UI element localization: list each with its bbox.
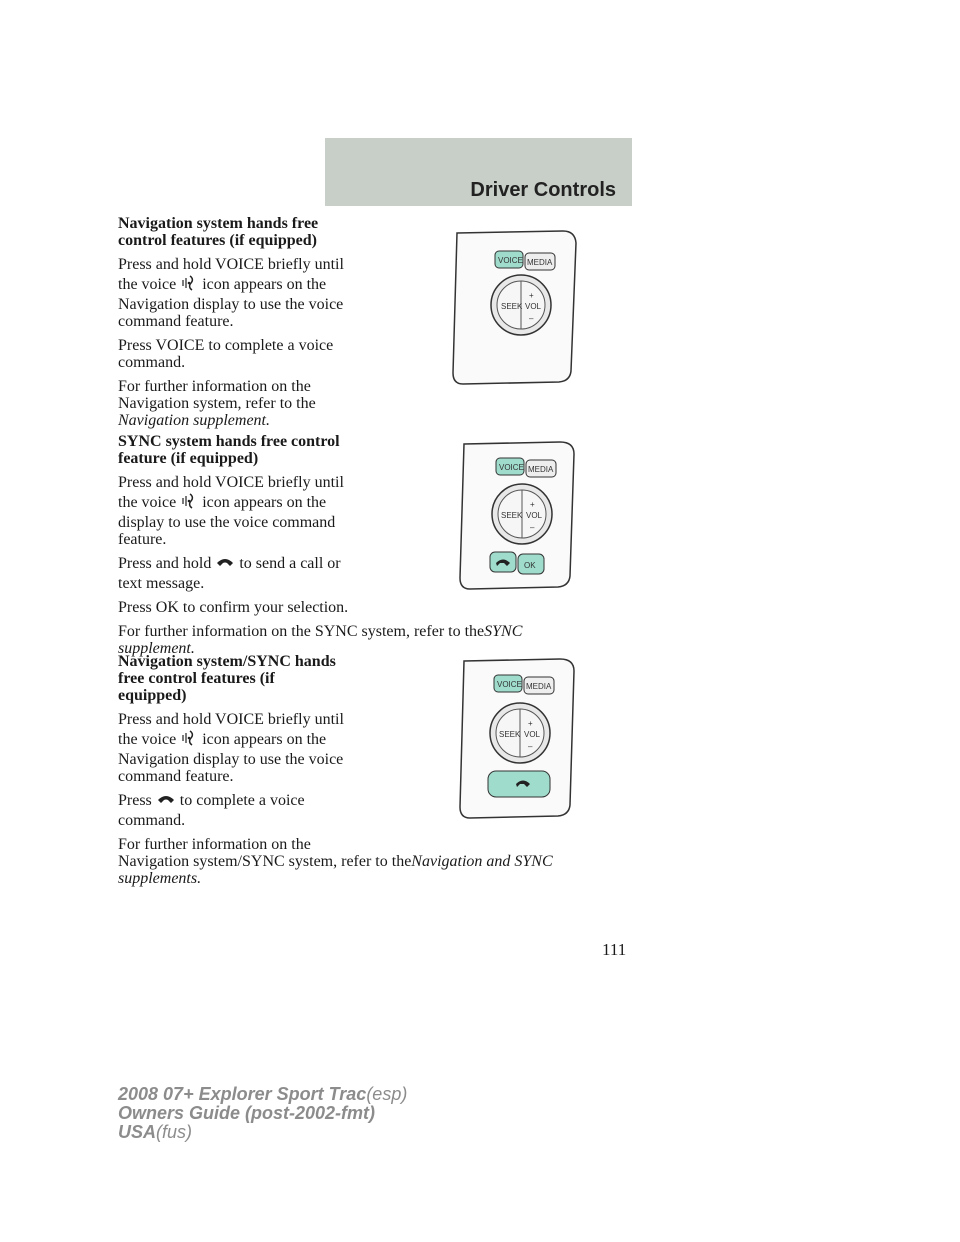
header-band [325, 138, 632, 206]
paragraph: For further information on the SYNC system, refer to theSYNC supplement. [118, 623, 523, 657]
voice-recognition-icon [180, 492, 198, 514]
svg-text:VOL: VOL [525, 302, 542, 311]
paragraph: Press to complete a voice command. [118, 792, 305, 829]
paragraph: For further information on the Navigation system/SYNC system, refer to theNavigation and SYNC supplements. [118, 836, 553, 887]
svg-text:–: – [528, 742, 533, 751]
voice-recognition-icon [180, 729, 198, 751]
voice-recognition-icon [180, 274, 198, 296]
svg-text:SEEK: SEEK [501, 511, 523, 520]
svg-text:MEDIA: MEDIA [527, 258, 553, 267]
svg-text:+: + [529, 291, 534, 300]
paragraph: Press and hold VOICE briefly until the voice icon appears on the Navigation display to use the voice command feature. [118, 711, 344, 785]
paragraph: For further information on the Navigation system, refer to the Navigation supplement. [118, 378, 316, 429]
section-heading: SYNC system hands free control feature (if equipped) [118, 433, 340, 467]
section-heading: Navigation system/SYNC hands free control features (if equipped) [118, 653, 336, 704]
phone-icon [156, 792, 176, 812]
steering-controls-figure-2 [452, 438, 582, 595]
svg-text:MEDIA: MEDIA [526, 682, 552, 691]
paragraph: Press OK to confirm your selection. [118, 599, 349, 616]
svg-text:–: – [529, 314, 534, 323]
svg-text:–: – [530, 523, 535, 532]
section-heading: Navigation system hands free control features (if equipped) [118, 215, 319, 249]
page-number: 111 [602, 940, 627, 959]
svg-text:OK: OK [524, 561, 536, 570]
svg-text:VOL: VOL [524, 730, 541, 739]
svg-text:VOICE: VOICE [498, 256, 523, 265]
document-footer: 2008 07+ Explorer Sport Trac(esp) Owners Guide (post-2002-fmt) USA(fus) [118, 1084, 408, 1142]
paragraph: Press and hold VOICE briefly until the voice icon appears on the Navigation display to use the voice command feature. [118, 256, 344, 330]
svg-text:MEDIA: MEDIA [528, 465, 554, 474]
steering-controls-figure-1 [445, 225, 585, 390]
svg-text:SEEK: SEEK [501, 302, 523, 311]
paragraph: Press and hold to send a call or text message. [118, 555, 341, 592]
section-nav-hands-free [118, 215, 418, 429]
svg-text:VOICE: VOICE [497, 680, 522, 689]
svg-text:+: + [528, 719, 533, 728]
page-section-title: Driver Controls [470, 179, 616, 201]
phone-icon [215, 555, 235, 575]
svg-text:VOICE: VOICE [499, 463, 524, 472]
svg-text:VOL: VOL [526, 511, 543, 520]
paragraph: Press VOICE to complete a voice command. [118, 337, 334, 371]
svg-text:SEEK: SEEK [499, 730, 521, 739]
steering-controls-figure-3 [452, 655, 582, 825]
paragraph: Press and hold VOICE briefly until the voice icon appears on the display to use the voice command feature. [118, 474, 344, 548]
svg-text:+: + [530, 500, 535, 509]
